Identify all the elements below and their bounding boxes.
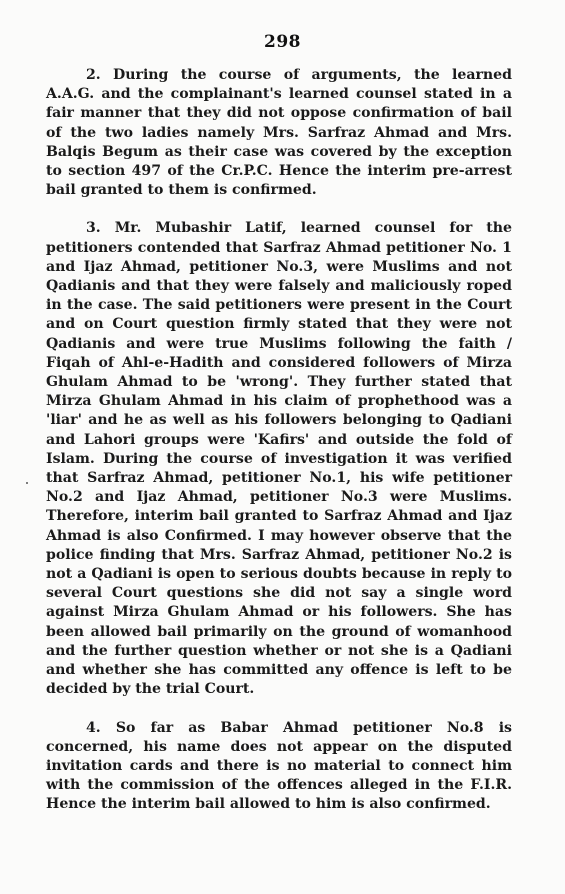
- page-number: 298: [264, 32, 301, 52]
- paragraph-3: 3. Mr. Mubashir Latif, learned counsel for the petitioners contended that Sarfraz Ahmad petitioner No. 1 and Ijaz Ahmad, petitioner No.3, were Muslims and not Qadianis and that they were falsely and maliciously roped in the case. The said petitioners were present in the Court and on Court question firmly stated that they were not Qadianis and were true Muslims following the faith / Fiqah of Ahl-e-Hadith and considered followers of Mirza Ghulam Ahmad to be 'wrong'. They further stated that Mirza Ghulam Ahmad in his claim of prophethood was a 'liar' and he as well as his followers belonging to Qadiani and Lahori groups were 'Kafirs' and outside the fold of Islam. During the course of investigation it was verified that Sarfraz Ahmad, petitioner No.1, his wife petitioner No.2 and Ijaz Ahmad, petitioner No.3 were Muslims. Therefore, interim bail granted to Sarfraz Ahmad and Ijaz Ahmad is also Confirmed. I may however observe that the police finding that Mrs. Sarfraz Ahmad, petitioner No.2 is not a Qadiani is open to serious doubts because in reply to several Court questions she did not say a single word against Mirza Ghulam Ahmad or his followers. She has been allowed bail primarily on the ground of womanhood and the further question whether or not she is a Qadiani and whether she has committed any offence is left to be decided by the trial Court.: [46, 220, 512, 698]
- paragraph-2: 2. During the course of arguments, the learned A.A.G. and the complainant's learned counsel stated in a fair manner that they did not oppose confirmation of bail of the two ladies namely Mrs. Sarfraz Ahmad and Mrs. Balqis Begum as their case was covered by the exception to section 497 of the Cr.P.C. Hence the interim pre-arrest bail granted to them is confirmed.: [46, 67, 512, 199]
- paragraph-gap: [46, 200, 512, 219]
- scan-speck: [26, 482, 28, 484]
- paragraph-gap: [46, 700, 512, 719]
- document-body: [46, 66, 512, 815]
- paragraph-4: 4. So far as Babar Ahmad petitioner No.8 is concerned, his name does not appear on the disputed invitation cards and there is no material to connect him with the commission of the offences alleged in the F.I.R. Hence the interim bail allowed to him is also confirmed.: [46, 719, 512, 813]
